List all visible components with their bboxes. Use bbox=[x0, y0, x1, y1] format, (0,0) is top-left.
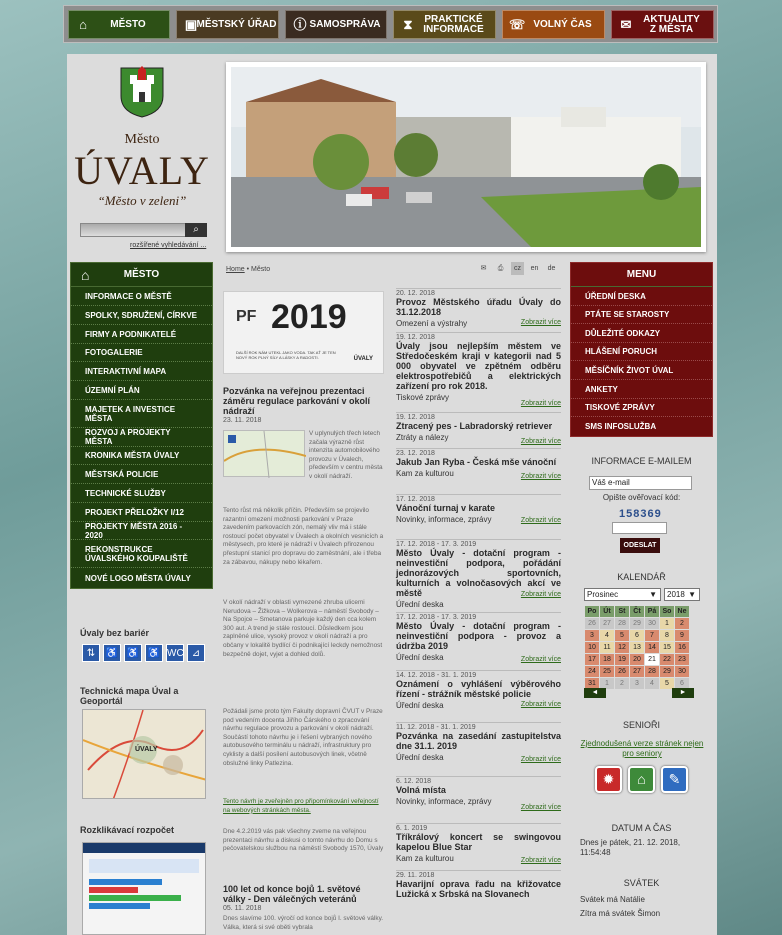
article-date: 23. 11. 2018 bbox=[223, 417, 262, 424]
budget-heading[interactable]: Rozklikávací rozpočet bbox=[80, 825, 175, 835]
calendar-day[interactable]: 24 bbox=[585, 666, 599, 677]
pen-icon[interactable]: ✎ bbox=[661, 766, 688, 793]
calendar-grid bbox=[584, 605, 690, 690]
right-menu-item[interactable]: MĚSÍČNÍK ŽIVOT ÚVAL bbox=[571, 361, 712, 380]
calendar-day[interactable]: 6 bbox=[675, 678, 689, 689]
calendar-day[interactable]: 3 bbox=[585, 630, 599, 641]
calendar-prev-button[interactable]: ◄ bbox=[584, 688, 606, 698]
nav-mesto[interactable]: ⌂ MĚSTO bbox=[68, 10, 170, 39]
news-item: 17. 12. 2018 - 17. 3. 2019 Město Úvaly - dotační program - neinvestiční podpora, pořádání jednorázových sportovních, kulturních a volnočasových akcí ve městě Úřední deska Zobrazit více bbox=[396, 539, 561, 612]
news-item: 6. 1. 2019 Tříkrálový koncert se swingovou kapelou Blue Star Kam za kulturou Zobrazit více bbox=[396, 823, 561, 870]
wheelchair-ramp-icon[interactable]: ♿ bbox=[145, 644, 163, 662]
show-more-link[interactable]: Zobrazit více bbox=[520, 756, 561, 763]
lang-de[interactable]: de bbox=[547, 265, 556, 272]
left-menu-item[interactable]: REKONSTRUKCE ÚVALSKÉHO KOUPALIŠTĚ bbox=[71, 540, 212, 568]
technical-map-thumbnail[interactable] bbox=[82, 709, 206, 799]
email-icon[interactable]: ✉ bbox=[480, 265, 487, 272]
calendar-day[interactable]: 13 bbox=[630, 642, 644, 653]
pf-2019-banner[interactable] bbox=[223, 291, 384, 374]
search-button[interactable] bbox=[185, 223, 207, 237]
calendar-day[interactable]: 3 bbox=[630, 678, 644, 689]
calendar-day[interactable]: 30 bbox=[645, 618, 659, 629]
right-menu bbox=[570, 262, 713, 437]
show-more-link[interactable]: Zobrazit více bbox=[520, 400, 561, 407]
submit-button[interactable]: ODESLAT bbox=[620, 538, 660, 553]
calendar-day[interactable]: 9 bbox=[675, 630, 689, 641]
chevron-down-icon: ▼ bbox=[688, 590, 696, 599]
calendar-day[interactable]: 20 bbox=[630, 654, 644, 665]
nav-samosprava[interactable]: ⓘ SAMOSPRÁVA bbox=[285, 10, 387, 39]
page-content bbox=[67, 54, 717, 935]
calendar-day[interactable]: 23 bbox=[675, 654, 689, 665]
calendar-day[interactable]: 21 bbox=[645, 654, 659, 665]
news-item: 14. 12. 2018 - 31. 1. 2019 Oznámení o vyhlášení výběrového řízení - strážník městské policie Úřední deska Zobrazit více bbox=[396, 670, 561, 722]
left-menu-item[interactable]: SPOLKY, SDRUŽENÍ, CÍRKVE bbox=[71, 306, 212, 325]
calendar-day-header: St bbox=[615, 606, 629, 617]
town-photo bbox=[231, 67, 701, 247]
calendar-day-header: So bbox=[660, 606, 674, 617]
info-icon: ⓘ bbox=[293, 17, 307, 32]
calendar-day-header: Po bbox=[585, 606, 599, 617]
news-item: 23. 12. 2018 Jakub Jan Ryba - Česká mše vánoční Kam za kulturou Zobrazit více bbox=[396, 448, 561, 494]
hourglass-icon: ⧗ bbox=[403, 17, 413, 32]
show-more-link[interactable]: Zobrazit více bbox=[520, 319, 561, 326]
show-more-link[interactable]: Zobrazit více bbox=[520, 701, 561, 708]
calendar-heading: KALENDÁŘ bbox=[617, 572, 666, 582]
home-icon[interactable]: ⌂ bbox=[628, 766, 655, 793]
city-name[interactable]: ÚVALY bbox=[74, 148, 210, 193]
left-menu-header[interactable]: ⌂ MĚSTO bbox=[71, 263, 212, 287]
calendar-day[interactable]: 28 bbox=[615, 618, 629, 629]
calendar-day[interactable]: 22 bbox=[660, 654, 674, 665]
calendar-day[interactable]: 27 bbox=[630, 666, 644, 677]
right-menu-header: MENU bbox=[571, 263, 712, 287]
right-menu-item[interactable]: DŮLEŽITÉ ODKAZY bbox=[571, 324, 712, 343]
budget-summary bbox=[89, 859, 199, 873]
show-more-link[interactable]: Zobrazit více bbox=[520, 473, 561, 480]
search-icon: ⌕ bbox=[193, 224, 199, 235]
news-list bbox=[396, 288, 561, 910]
search-input[interactable] bbox=[80, 223, 186, 237]
city-motto: “Město v zeleni” bbox=[97, 193, 187, 208]
nav-prakticke-informace[interactable]: ⧗ PRAKTICKÉ INFORMACE bbox=[393, 10, 496, 39]
calendar-day[interactable]: 25 bbox=[600, 666, 614, 677]
article-parking bbox=[223, 386, 384, 424]
pf-year: 2019 bbox=[271, 298, 347, 336]
lang-cz[interactable]: cz bbox=[511, 262, 524, 275]
budget-thumbnail[interactable] bbox=[82, 842, 206, 935]
calendar-day[interactable]: 15 bbox=[660, 642, 674, 653]
news-item: 17. 12. 2018 Vánoční turnaj v karate Novinky, informace, zprávy Zobrazit více bbox=[396, 494, 561, 539]
seniors-heading: SENIOŘI bbox=[622, 720, 660, 730]
right-menu-item[interactable]: ANKETY bbox=[571, 380, 712, 399]
wheelchair-access-icon[interactable]: ♿ bbox=[124, 644, 142, 662]
left-menu-item[interactable]: PROJEKT PŘELOŽKY I/12 bbox=[71, 503, 212, 522]
news-item: 20. 12. 2018 Provoz Městského úřadu Úvaly do 31.12.2018 Omezení a výstrahy Zobrazit více bbox=[396, 288, 561, 332]
calendar-day[interactable]: 19 bbox=[615, 654, 629, 665]
show-more-link[interactable]: Zobrazit více bbox=[520, 804, 561, 811]
news-item: 17. 12. 2018 - 17. 3. 2019 Město Úvaly - dotační program - neinvestiční podpora - provoz a údržba 2019 Úřední deska Zobrazit více bbox=[396, 612, 561, 670]
advanced-search-link[interactable]: rozšířené vyhledávání ... bbox=[130, 242, 207, 249]
calendar-day[interactable]: 4 bbox=[600, 630, 614, 641]
article-paragraph: Dne 4.2.2019 vás pak všechny zveme na veřejnou prezentaci návrhu a diskusi o tomto návrhu do Domu s pečovatelskou službou na náměstí Svobody 1570, Úvaly bbox=[223, 828, 384, 853]
right-menu-item[interactable]: ÚŘEDNÍ DESKA bbox=[571, 287, 712, 306]
calendar-day[interactable]: 28 bbox=[645, 666, 659, 677]
calendar-day[interactable]: 30 bbox=[675, 666, 689, 677]
email-heading: INFORMACE E-MAILEM bbox=[591, 456, 692, 466]
parking-map-graphic bbox=[224, 431, 306, 478]
budget-bar bbox=[89, 887, 138, 893]
left-menu-item[interactable]: ROZVOJ A PROJEKTY MĚSTA bbox=[71, 428, 212, 447]
left-menu-item[interactable]: FOTOGALERIE bbox=[71, 344, 212, 362]
calendar-day[interactable]: 10 bbox=[585, 642, 599, 653]
pf-logo: ÚVALY bbox=[353, 356, 373, 362]
datetime-line: Dnes je pátek, 21. 12. 2018, bbox=[580, 838, 681, 847]
news-item: 6. 12. 2018 Volná místa Novinky, informace, zprávy Zobrazit více bbox=[396, 776, 561, 823]
header-photo bbox=[226, 62, 706, 252]
calendar-day[interactable]: 8 bbox=[660, 630, 674, 641]
calendar-day[interactable]: 6 bbox=[630, 630, 644, 641]
calendar-day[interactable]: 26 bbox=[615, 666, 629, 677]
chevron-down-icon: ▼ bbox=[649, 590, 657, 599]
wc-icon[interactable]: WC bbox=[166, 644, 184, 662]
breadcrumb bbox=[226, 266, 270, 273]
news-item: 11. 12. 2018 - 31. 1. 2019 Pozvánka na zasedání zastupitelstva dne 31.1. 2019 Úřední deska Zobrazit více bbox=[396, 722, 561, 776]
pf-label: PF bbox=[236, 308, 257, 325]
calendar-day[interactable]: 5 bbox=[660, 678, 674, 689]
left-menu-item[interactable]: ÚZEMNÍ PLÁN bbox=[71, 381, 212, 400]
chat-icon: ✉ bbox=[620, 17, 632, 32]
calendar-day[interactable]: 2 bbox=[675, 618, 689, 629]
budget-bar bbox=[89, 879, 162, 885]
left-menu-item[interactable]: KRONIKA MĚSTA ÚVALY bbox=[71, 447, 212, 465]
breadcrumb-separator: • bbox=[246, 266, 250, 273]
news-item: 29. 11. 2018 Havarijní oprava řadu na křižovatce Lužická x Srbská na Slovanech bbox=[396, 870, 561, 910]
left-menu-item[interactable]: MAJETEK A INVESTICE MĚSTA bbox=[71, 400, 212, 428]
map-heading[interactable]: Technická mapa Úval a Geoportál bbox=[80, 686, 179, 706]
calendar-day[interactable]: 16 bbox=[675, 642, 689, 653]
barrier-icons bbox=[82, 644, 205, 662]
calendar-day-header: Čt bbox=[630, 606, 644, 617]
article-proposal-link[interactable]: Tento návrh je zveřejněn pro připomínkování veřejností na webových stránkách města. bbox=[223, 798, 379, 814]
left-menu-item[interactable]: INFORMACE O MĚSTĚ bbox=[71, 287, 212, 306]
calendar-day[interactable]: 14 bbox=[645, 642, 659, 653]
breadcrumb-current: Město bbox=[251, 266, 271, 273]
map-place-label: ÚVALY bbox=[135, 746, 158, 753]
calendar-day[interactable]: 26 bbox=[585, 618, 599, 629]
datetime-time: 11:54:48 bbox=[580, 848, 611, 857]
nameday-today: Svátek má Natálie bbox=[580, 895, 645, 904]
calendar-day-header: Pá bbox=[645, 606, 659, 617]
budget-bar bbox=[89, 895, 181, 901]
left-menu-item[interactable]: MĚSTSKÁ POLICIE bbox=[71, 465, 212, 484]
calendar-day[interactable]: 1 bbox=[600, 678, 614, 689]
calendar-day[interactable]: 12 bbox=[615, 642, 629, 653]
budget-bar bbox=[89, 903, 150, 909]
breadcrumb-home[interactable]: Home bbox=[226, 266, 245, 273]
nav-aktuality[interactable]: ✉ AKTUALITY Z MĚSTA bbox=[611, 10, 714, 39]
nav-mestsky-urad[interactable]: ▣ MĚSTSKÝ ÚŘAD bbox=[176, 10, 279, 39]
calendar-day[interactable]: 7 bbox=[645, 630, 659, 641]
right-menu-item[interactable]: PTÁTE SE STAROSTY bbox=[571, 306, 712, 324]
top-navigation bbox=[63, 5, 718, 43]
captcha-input[interactable] bbox=[612, 522, 667, 534]
nav-volny-cas[interactable]: ☏ VOLNÝ ČAS bbox=[502, 10, 605, 39]
home-icon: ⌂ bbox=[79, 17, 87, 32]
left-menu bbox=[70, 262, 213, 589]
city-label: Město bbox=[124, 132, 160, 147]
month-select[interactable]: Prosinec ▼ bbox=[584, 588, 661, 601]
calendar-day[interactable]: 29 bbox=[660, 666, 674, 677]
calendar-day[interactable]: 11 bbox=[600, 642, 614, 653]
city-coat-of-arms[interactable] bbox=[119, 66, 165, 118]
show-more-link[interactable]: Zobrazit více bbox=[520, 591, 561, 598]
calendar-next-button[interactable]: ► bbox=[672, 688, 694, 698]
calendar-day[interactable]: 31 bbox=[585, 678, 599, 689]
calendar-day[interactable]: 4 bbox=[645, 678, 659, 689]
show-more-link[interactable]: Zobrazit více bbox=[520, 656, 561, 663]
right-menu-item[interactable]: SMS INFOSLUŽBA bbox=[585, 422, 657, 431]
calendar-day[interactable]: 27 bbox=[600, 618, 614, 629]
left-menu-item[interactable]: NOVÉ LOGO MĚSTA ÚVALY bbox=[85, 573, 191, 583]
nameday-tomorrow: Zítra má svátek Šimon bbox=[580, 909, 661, 918]
article-veterans bbox=[223, 884, 384, 932]
calendar-day[interactable]: 17 bbox=[585, 654, 599, 665]
article-title[interactable]: 100 let od konce bojů 1. světové války - Den válečných veteránů bbox=[223, 884, 361, 904]
left-menu-item[interactable]: TECHNICKÉ SLUŽBY bbox=[71, 484, 212, 503]
article-paragraph: Požádali jsme proto tým Fakulty dopravní ČVUT v Praze pod vedením docenta Jiřího Čárského o zpracování návrhu regulace provozu a parkování v okolí nádraží. Součástí tohoto návrhu je i řešení vybraných nového autobusového terminálu u nádraží, infrastruktury pro cyklisty a další posílení autobusových linek, včetně obslužné linky Patlezina. bbox=[223, 708, 383, 767]
print-icon[interactable]: ⎙ bbox=[497, 265, 504, 272]
pf-text: DALŠÍ ROK NÁM UTEKL JAKO VODA. TAK AŤ JE TEN NOVÝ ROK PLNÝ SÍLY A LÁSKY A RADOSTI. bbox=[236, 350, 336, 360]
map-graphic bbox=[83, 710, 206, 799]
captcha-label: Opište ověřovací kód: bbox=[602, 493, 681, 502]
show-more-link[interactable]: Zobrazit více bbox=[520, 857, 561, 864]
calendar-day-header: Ne bbox=[675, 606, 689, 617]
calendar-day[interactable]: 1 bbox=[660, 618, 674, 629]
right-menu-item[interactable]: HLÁŠENÍ PORUCH bbox=[571, 343, 712, 361]
elevator-icon[interactable]: ⇅ bbox=[82, 644, 100, 662]
article-paragraph: V uplynulých třech letech začala výrazně růst intenzita automobilového provozu v Úvalech, především v centru města v okolí nádraží. bbox=[309, 430, 383, 480]
year-select[interactable]: 2018 ▼ bbox=[664, 588, 700, 601]
calendar-day-header: Út bbox=[600, 606, 614, 617]
news-item: 19. 12. 2018 Ztracený pes - Labradorský retriever Ztráty a nálezy Zobrazit více bbox=[396, 412, 561, 448]
wheelchair-icon[interactable]: ♿ bbox=[103, 644, 121, 662]
barriers-heading[interactable]: Úvaly bez bariér bbox=[80, 628, 150, 638]
calendar-day[interactable]: 5 bbox=[615, 630, 629, 641]
article-paragraph: Tento růst má několik příčin. Především se projevilo razantní omezení možnosti parkování v Praze zavedením parkovacích zón, nemalý vliv má i stále rostoucí počet obyvatel v Úvalech a okolních vesnicích a městysech, pro které je nádraží v Úvalech přirozenou přestupní stanicí pro dopravu do zaměstnání, ale i třeba za zábavou, nákupy nebo lékařem. bbox=[223, 507, 384, 566]
article-paragraph: V okolí nádraží v oblasti vymezené zhruba ulicemi Nerudova – Žižkova – Wolkerova – náměstí Svobody – Na Spojce – Smetanova parkuje každý den cca kolem 300 aut. A trend je stále rostoucí. Důsledkem jsou zaplněné ulice, vysoký provoz v okolí nádraží a pro občany v lokalitě bydlící či podnikající leckdy nemožnost bezpečně dojet, vyjet a dohled dolů. bbox=[223, 599, 383, 658]
datetime-heading: DATUM A ČAS bbox=[611, 823, 672, 833]
page-tools bbox=[477, 262, 558, 275]
news-item: 19. 12. 2018 Úvaly jsou nejlepším městem ve Středočeském kraji v kategorii nad 5 000 obyvatel ve zpětném odběru elektrospotřebičů a elektrických zařízení pro rok 2018. Tiskové zprávy Zobrazit více bbox=[396, 332, 561, 412]
left-menu-item[interactable]: INTERAKTIVNÍ MAPA bbox=[71, 362, 212, 381]
nameday-heading: SVÁTEK bbox=[623, 878, 660, 888]
calendar-day[interactable]: 2 bbox=[615, 678, 629, 689]
left-menu-item[interactable]: PROJEKTY MĚSTA 2016 - 2020 bbox=[71, 522, 212, 540]
left-menu-item[interactable]: FIRMY A PODNIKATELÉ bbox=[71, 325, 212, 344]
show-more-link[interactable]: Zobrazit více bbox=[520, 517, 561, 524]
calendar-day[interactable]: 29 bbox=[630, 618, 644, 629]
calendar-day[interactable]: 18 bbox=[600, 654, 614, 665]
article-date: 05. 11. 2018 bbox=[223, 905, 262, 912]
stairs-icon[interactable]: ⊿ bbox=[187, 644, 205, 662]
lang-en[interactable]: en bbox=[530, 265, 539, 272]
sun-icon[interactable]: ✹ bbox=[595, 766, 622, 793]
show-more-link[interactable]: Zobrazit více bbox=[520, 438, 561, 445]
email-field[interactable]: Váš e-mail bbox=[589, 476, 692, 490]
budget-header-bar bbox=[83, 843, 205, 853]
article-title[interactable]: Pozvánka na veřejnou prezentaci záměru regulace parkování v okolí nádraží bbox=[223, 386, 371, 416]
briefcase-icon: ▣ bbox=[184, 17, 198, 32]
home-icon: ⌂ bbox=[81, 266, 90, 283]
parking-map-thumbnail[interactable] bbox=[223, 430, 305, 477]
right-menu-item[interactable]: TISKOVÉ ZPRÁVY bbox=[571, 399, 712, 417]
phone-icon: ☏ bbox=[509, 17, 526, 32]
seniors-link[interactable]: Zjednodušená verze stránek nejen pro seniory bbox=[580, 739, 704, 758]
captcha-image: 158369 bbox=[619, 508, 662, 520]
article-paragraph: Dnes slavíme 100. výročí od konce bojů I. světové války. Válka, která si své oběti vybrala bbox=[223, 915, 384, 931]
